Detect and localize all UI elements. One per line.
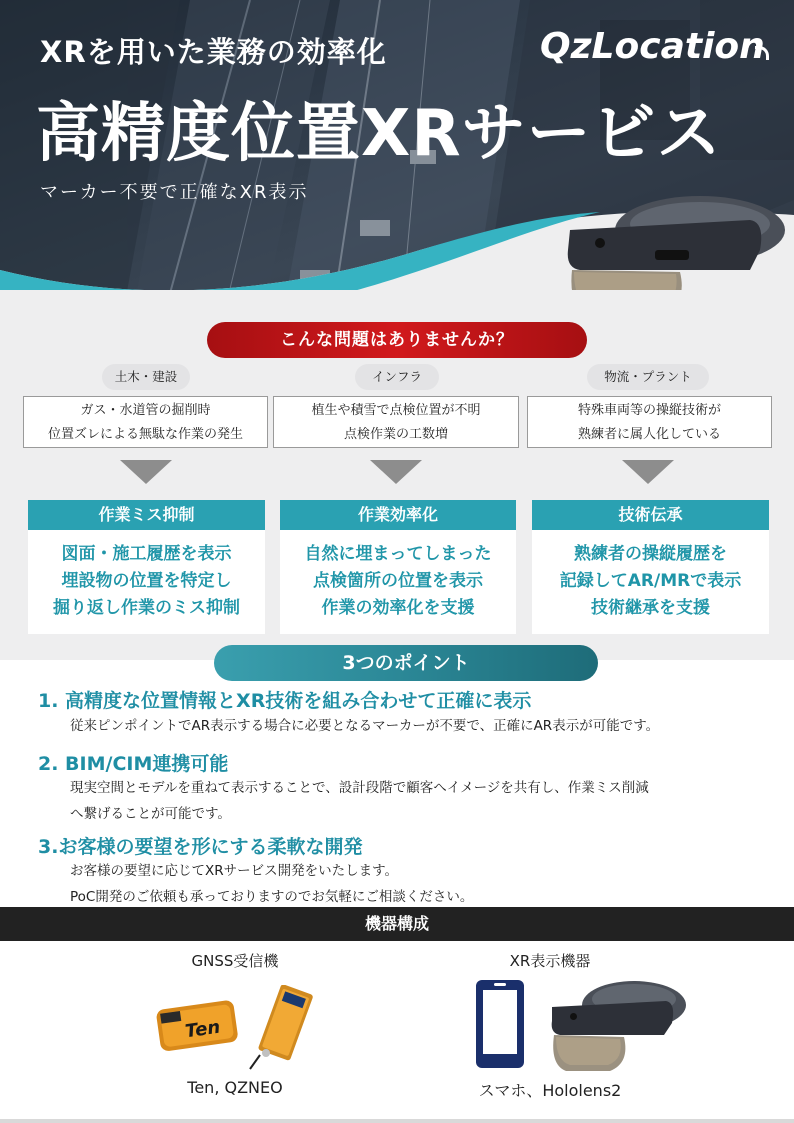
problem-line: ガス・水道管の掘削時 bbox=[80, 403, 211, 418]
problem-line: 位置ズレによる無駄な作業の発生 bbox=[47, 427, 243, 442]
headset-icon bbox=[548, 975, 688, 1075]
solution-body-infra bbox=[280, 530, 516, 634]
problem-line: 特殊車両等の操縦技術が bbox=[577, 403, 721, 418]
point-line: へ繋げることが可能です。 bbox=[70, 806, 231, 822]
hero-subtitle: XRを用いた業務の効率化 bbox=[40, 35, 387, 69]
hero-tagline: マーカー不要で正確なXR表示 bbox=[40, 182, 309, 203]
problem-box-logistics bbox=[527, 396, 772, 448]
solution-title-infra: 作業効率化 bbox=[280, 500, 516, 530]
solution-line: 埋設物の位置を特定し bbox=[61, 571, 232, 591]
category-logistics: 物流・プラント bbox=[587, 364, 709, 390]
xr-caption: スマホ、Hololens2 bbox=[478, 1081, 622, 1100]
gnss-device-label: Ten bbox=[183, 1016, 222, 1043]
hero-banner bbox=[0, 0, 794, 330]
points-heading: 3つのポイント bbox=[214, 645, 598, 681]
point-line: PoC開発のご依頼も承っておりますのでお気軽にご相談ください。 bbox=[70, 889, 474, 905]
solution-line: 図面・施工履歴を表示 bbox=[61, 544, 232, 564]
point-text-1 bbox=[70, 713, 659, 739]
problem-line: 点検作業の工数増 bbox=[343, 427, 448, 442]
solution-line: 熟練者の操縦履歴を bbox=[574, 544, 727, 564]
problem-box-civil bbox=[23, 396, 268, 448]
solution-line: 記録してAR/MRで表示 bbox=[559, 571, 742, 591]
point-title-3: 3.お客様の要望を形にする柔軟な開発 bbox=[38, 836, 363, 858]
solution-body-logistics bbox=[532, 530, 769, 634]
point-title-1: 1. 高精度な位置情報とXR技術を組み合わせて正確に表示 bbox=[38, 690, 532, 712]
down-arrow-icon bbox=[120, 460, 172, 484]
page-title: 高精度位置XRサービス bbox=[36, 97, 722, 171]
footer-divider bbox=[0, 1119, 794, 1123]
solution-line: 点検箇所の位置を表示 bbox=[313, 571, 483, 591]
down-arrow-icon bbox=[622, 460, 674, 484]
down-arrow-icon bbox=[370, 460, 422, 484]
point-line: 現実空間とモデルを重ねて表示することで、設計段階で顧客へイメージを共有し、作業ミス削減 bbox=[70, 780, 649, 796]
point-title-2: 2. BIM/CIM連携可能 bbox=[38, 753, 229, 775]
gnss-receiver-icon bbox=[150, 985, 320, 1070]
solution-title-logistics: 技術伝承 bbox=[532, 500, 769, 530]
point-line: お客様の要望に応じてXRサービス開発をいたします。 bbox=[70, 863, 399, 879]
problem-line: 植生や積雪で点検位置が不明 bbox=[311, 403, 481, 418]
point-text-2 bbox=[70, 775, 649, 827]
gnss-label: GNSS受信機 bbox=[191, 952, 279, 970]
xr-label: XR表示機器 bbox=[509, 952, 591, 970]
solution-body-civil bbox=[28, 530, 265, 634]
brand-logo: QzLocation bbox=[540, 26, 765, 67]
equipment-heading: 機器構成 bbox=[0, 907, 794, 941]
solution-line: 掘り返し作業のミス抑制 bbox=[53, 598, 240, 618]
problem-box-infra bbox=[273, 396, 519, 448]
solution-line: 自然に埋まってしまった bbox=[304, 544, 492, 564]
solution-title-civil: 作業ミス抑制 bbox=[28, 500, 265, 530]
solution-line: 作業の効率化を支援 bbox=[321, 598, 475, 618]
category-civil: 土木・建設 bbox=[102, 364, 190, 390]
gnss-caption: Ten, QZNEO bbox=[187, 1078, 283, 1097]
smartphone-icon bbox=[474, 978, 526, 1070]
solution-line: 技術継承を支援 bbox=[591, 598, 710, 618]
problems-heading: こんな問題はありませんか？ bbox=[207, 322, 587, 358]
category-infra: インフラ bbox=[355, 364, 439, 390]
point-text-3 bbox=[70, 858, 473, 910]
problem-line: 熟練者に属人化している bbox=[577, 427, 721, 442]
point-line: 従来ピンポイントでAR表示する場合に必要となるマーカーが不要で、正確にAR表示が可能です。 bbox=[70, 718, 660, 734]
